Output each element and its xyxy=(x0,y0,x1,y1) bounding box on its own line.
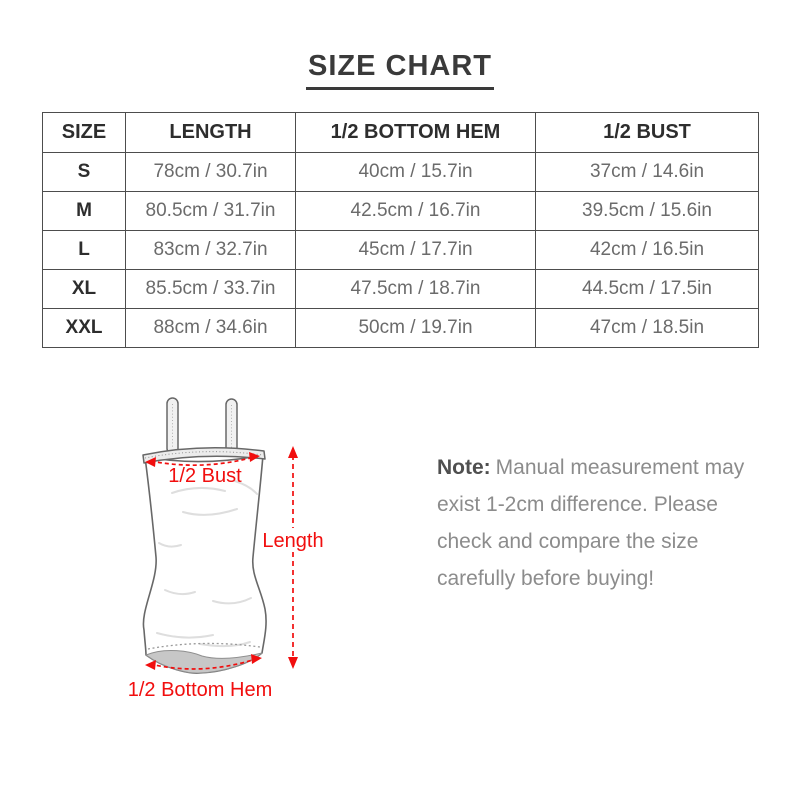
table-row-m xyxy=(43,192,759,231)
note-body: Manual measurement may exist 1-2cm difference. Please check and compare the size carefully before buying! xyxy=(437,456,745,590)
header-row xyxy=(43,113,759,153)
length-cell: 80.5cm / 31.7in xyxy=(126,192,296,231)
table-row-xxl xyxy=(43,309,759,348)
bust-label: 1/2 Bust xyxy=(168,465,242,487)
title-wrap xyxy=(0,50,800,90)
right-strap xyxy=(226,399,237,454)
size-cell: L xyxy=(43,231,126,270)
size-table-body xyxy=(43,153,759,348)
length-label: Length xyxy=(262,530,324,552)
note-label: Note: xyxy=(437,456,491,479)
table-row-xl xyxy=(43,270,759,309)
bottom-hem-cell: 40cm / 15.7in xyxy=(296,153,536,192)
size-table xyxy=(42,112,759,348)
size-cell: XL xyxy=(43,270,126,309)
length-cell: 78cm / 30.7in xyxy=(126,153,296,192)
header-bottom-hem: 1/2 BOTTOM HEM xyxy=(296,113,536,153)
bottom-hem-cell: 47.5cm / 18.7in xyxy=(296,270,536,309)
bust-cell: 47cm / 18.5in xyxy=(536,309,759,348)
bust-cell: 37cm / 14.6in xyxy=(536,153,759,192)
length-arrow xyxy=(288,446,298,669)
bottom-hem-cell: 50cm / 19.7in xyxy=(296,309,536,348)
bust-cell: 39.5cm / 15.6in xyxy=(536,192,759,231)
size-cell: XXL xyxy=(43,309,126,348)
length-cell: 88cm / 34.6in xyxy=(126,309,296,348)
bottom-hem-arrow-left-head-icon xyxy=(145,660,156,670)
bottom-hem-label: 1/2 Bottom Hem xyxy=(127,679,273,701)
bust-cell: 44.5cm / 17.5in xyxy=(536,270,759,309)
size-cell: M xyxy=(43,192,126,231)
bottom-hem-cell: 45cm / 17.7in xyxy=(296,231,536,270)
header-bust: 1/2 BUST xyxy=(536,113,759,153)
size-table-head xyxy=(43,113,759,153)
table-row-l xyxy=(43,231,759,270)
note-block xyxy=(437,449,755,597)
page-title: SIZE CHART xyxy=(306,50,494,90)
header-length: LENGTH xyxy=(126,113,296,153)
size-cell: S xyxy=(43,153,126,192)
bust-cell: 42cm / 16.5in xyxy=(536,231,759,270)
header-size: SIZE xyxy=(43,113,126,153)
length-arrow-down-head-icon xyxy=(288,657,298,669)
length-cell: 85.5cm / 33.7in xyxy=(126,270,296,309)
bottom-hem-cell: 42.5cm / 16.7in xyxy=(296,192,536,231)
length-cell: 83cm / 32.7in xyxy=(126,231,296,270)
dress-measurement-diagram xyxy=(95,385,365,715)
length-arrow-up-head-icon xyxy=(288,446,298,458)
table-row-s xyxy=(43,153,759,192)
